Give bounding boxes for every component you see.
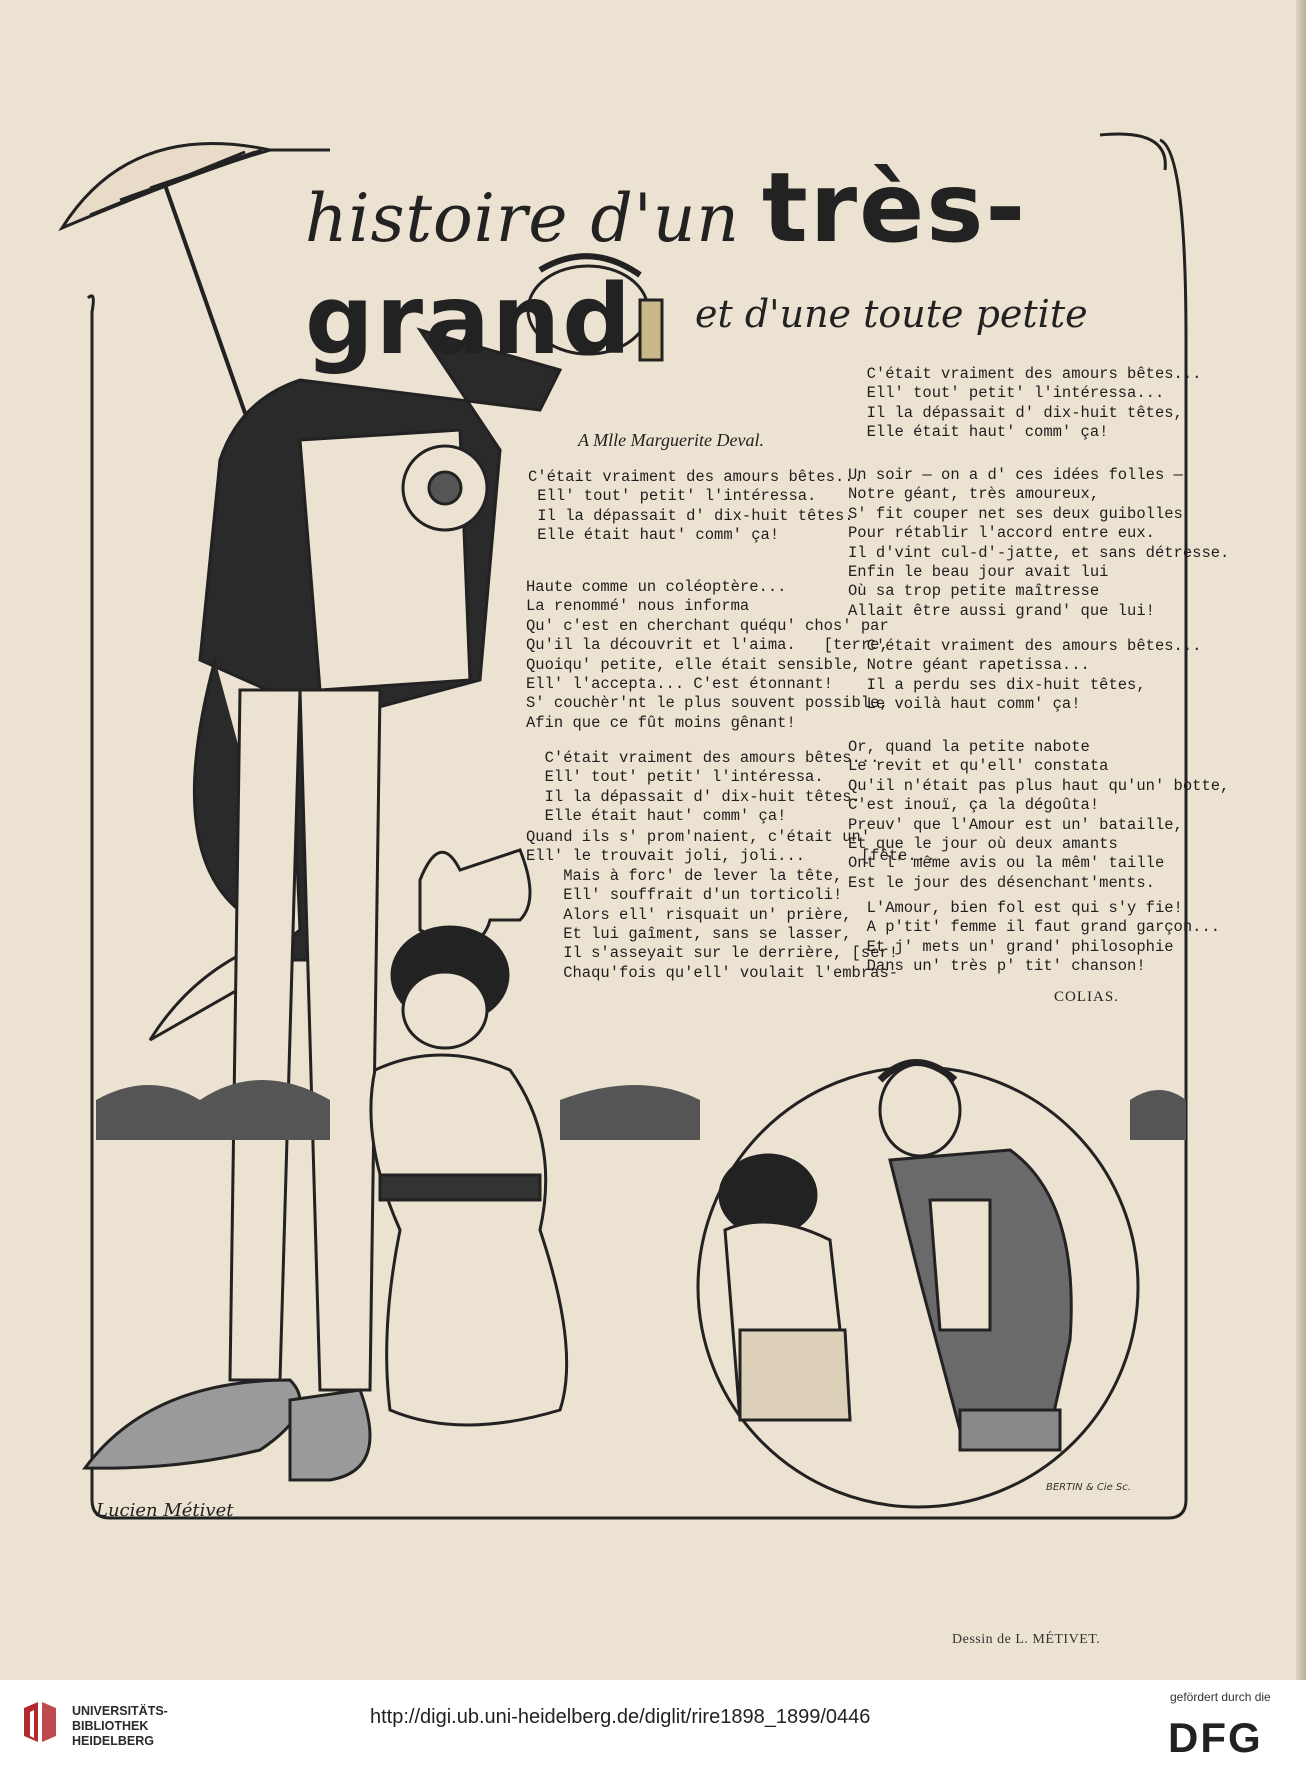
stanza-1: C'était vraiment des amours bêtes... Ell' tout' petit' l'intéressa. Il la dépassait d' dix-huit têtes. Elle était haut' comm' ça! [528, 468, 863, 545]
drawing-credit: Dessin de L. MÉTIVET. [952, 1632, 1101, 1647]
page-url-link[interactable]: http://digi.ub.uni-heidelberg.de/diglit/rire1898_1899/0446 [370, 1706, 871, 1728]
stanza-7: C'était vraiment des amours bêtes... Notre géant rapetissa... Il a perdu ses dix-huit têtes, Le voilà haut comm' ça! [866, 637, 1202, 714]
stanza-5: C'était vraiment des amours bêtes... Ell' tout' petit' l'intéressa... Il la dépassait d' dix-huit têtes, Elle était haut' comm' ça! [866, 365, 1202, 442]
dfg-logo: DFG [1168, 1714, 1263, 1761]
stanza-8: Or, quand la petite nabote Le revit et qu'ell' constata Qu'il n'était pas plus haut qu'un' botte, C'est inouï, ça la dégoûta! Preuv' que l'Amour est un' bataille, Et que le jour où deux amants Ont l' même avis ou la mêm' taille Est le jour des désenchant'ments. [848, 738, 1230, 892]
author-name: COLIAS. [1054, 989, 1119, 1005]
stanza-4: Quand ils s' prom'naient, c'était un' Ell' le trouvait joli, joli... [fête... Mais à forc' de lever la tête, Ell' souffrait d'un torticoli! Alors ell' risquait un' prière, Et lui gaîment, sans se lasser, Il s'asseyait sur le derrière, [ser! Chaqu'fois qu'ell' voulait l'embras- [526, 828, 936, 982]
library-logo-icon [20, 1698, 62, 1746]
title-part-2: très-grand [305, 152, 1028, 376]
poem-subtitle: et d'une toute petite [695, 292, 1088, 336]
funding-note: gefördert durch die [1170, 1690, 1271, 1704]
dedication: A Mlle Marguerite Deval. [578, 430, 764, 450]
vignette-drawing [698, 1063, 1138, 1508]
poem-title [305, 152, 1306, 376]
artist-signature: Lucien Métivet [96, 1500, 234, 1521]
library-name: UNIVERSITÄTS- BIBLIOTHEK HEIDELBERG [72, 1704, 168, 1748]
stanza-3: C'était vraiment des amours bêtes... Ell' tout' petit' l'intéressa. Il la dépassait d' dix-huit têtes. Elle était haut' comm' ça! [544, 749, 880, 826]
printer-signature: BERTIN & Cie Sc. [1046, 1482, 1131, 1493]
page-edge [1296, 0, 1306, 1680]
stanza-2: Haute comme un coléoptère... La renommé' nous informa Qu' c'est en cherchant quéqu' chos' par Qu'il la découvrit et l'aima. [terre, Quoiqu' petite, elle était sensible, Ell' l'accepta... C'est étonnant! S' couchèr'nt le plus souvent possible, Afin que ce fût moins gênant! [526, 578, 889, 732]
stanza-6: Un soir — on a d' ces idées folles — Notre géant, très amoureux, S' fit couper net ses deux guibolles Pour rétablir l'accord entre eux. Il d'vint cul-d'-jatte, et sans détresse. Enfin le beau jour avait lui Où sa trop petite maîtresse Allait être aussi grand' que lui! [848, 466, 1230, 620]
title-part-1: histoire d'un [305, 180, 740, 257]
stanza-9: L'Amour, bien fol est qui s'y fie! A p'tit' femme il faut grand garçon... Et j' mets un' grand' philosophie Dans un' très p' tit' chanson! [866, 899, 1221, 976]
